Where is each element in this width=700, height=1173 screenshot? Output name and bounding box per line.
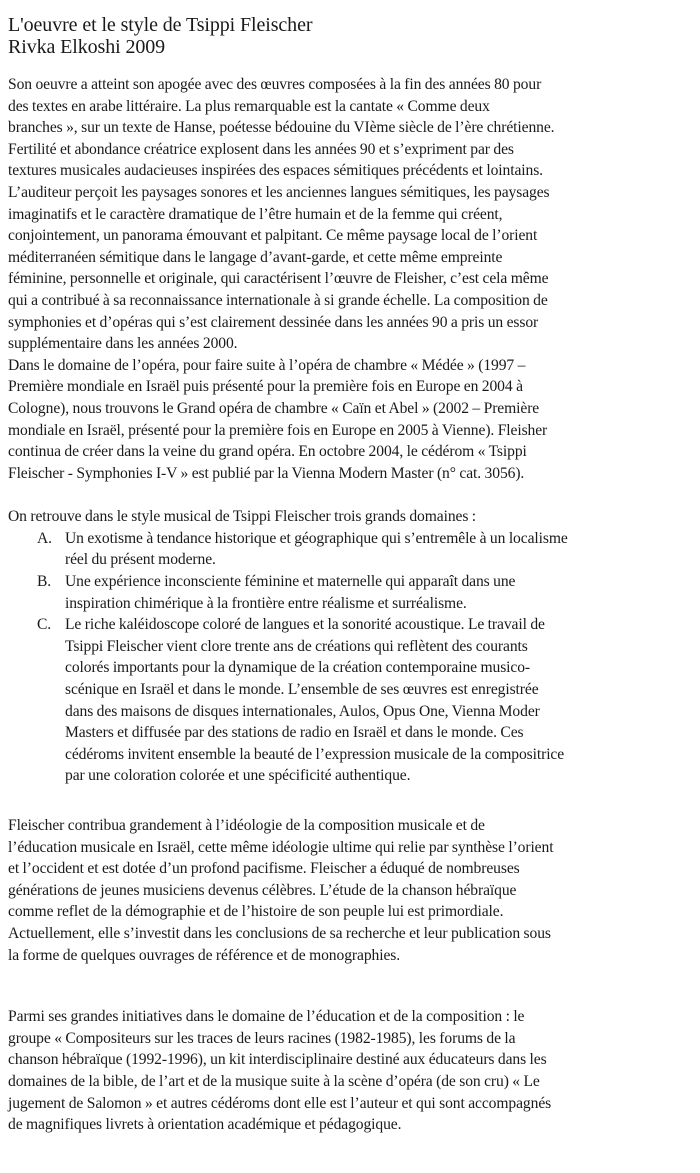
text-line: la forme de quelques ouvrages de référence et de monographies. (8, 946, 401, 964)
list-item-c (8, 614, 690, 787)
paragraph-opera (8, 355, 690, 485)
list-intro (8, 506, 690, 528)
text-line: dans des maisons de disques internationales, Aulos, Opus One, Vienna Moder (65, 702, 540, 720)
text-line: Un exotisme à tendance historique et géographique qui s’entremêle à un localisme (65, 529, 568, 547)
text-line: par une coloration colorée et une spécificité authentique. (65, 767, 411, 785)
text-line: générations de jeunes musiciens devenus célèbres. L’étude de la chanson hébraïque (8, 881, 517, 899)
text-line: de magnifiques livrets à orientation académique et pédagogique. (8, 1116, 402, 1134)
paragraph-oeuvre (8, 74, 690, 355)
text-line: textures musicales audacieuses inspirées des espaces sémitiques précédents et lointains. (8, 162, 543, 180)
text-line: scénique en Israël et dans le monde. L’ensemble de ses œuvres est enregistrée (65, 681, 539, 699)
text-line: L’auditeur perçoit les paysages sonores et les anciennes langues sémitiques, les paysages (8, 183, 550, 201)
style-domains-list (8, 528, 690, 787)
text-line: Première mondiale en Israël puis présenté pour la première fois en Europe en 2004 à (8, 378, 523, 396)
text-line: Fleischer - Symphonies I-V » est publié par la Vienna Modern Master (n° cat. 3056). (8, 464, 525, 482)
text-line: conjointement, un panorama émouvant et palpitant. Ce même paysage local de l’orient (8, 227, 538, 245)
text-line: branches », sur un texte de Hanse, poétesse bédouine du VIème siècle de l’ère chrétienne. (8, 119, 555, 137)
text-line: Son oeuvre a atteint son apogée avec des œuvres composées à la fin des années 80 pour (8, 76, 542, 93)
text-line: chanson hébraïque (1992-1996), un kit interdisciplinaire destiné aux éducateurs dans les (8, 1051, 547, 1069)
list-marker: C. (37, 616, 52, 634)
text-line: Masters et diffusée par des stations de radio en Israël et dans le monde. Ces (65, 724, 524, 742)
text-line: continua de créer dans la veine du grand opéra. En octobre 2004, le cédérom « Tsippi (8, 443, 527, 461)
text-line: des textes en arabe littéraire. La plus remarquable est la cantate « Comme deux (8, 97, 490, 115)
text-line: réel du présent moderne. (65, 551, 216, 569)
text-line: inspiration chimérique à la frontière entre réalisme et surréalisme. (65, 594, 467, 612)
text-line: groupe « Compositeurs sur les traces de leurs racines (1982-1985), les forums de la (8, 1029, 516, 1047)
title-line-main: L'oeuvre et le style de Tsippi Fleischer (8, 14, 313, 36)
text-line: Fleischer contribua grandement à l’idéologie de la composition musicale et de (8, 817, 485, 834)
text-line: Fertilité et abondance créatrice explosent dans les années 90 et s’expriment par des (8, 140, 514, 158)
text-line: jugement de Salomon » et autres cédéroms dont elle est l’auteur et qui sont accompagnés (8, 1094, 552, 1112)
paragraph-spacer (8, 787, 690, 815)
text-line: imaginatifs et le caractère dramatique de l’être humain et de la femme qui créent, (8, 205, 503, 223)
text-line: comme reflet de la démographie et de l’histoire de son peuple lui est primordiale. (8, 903, 504, 921)
text-line: Le riche kaléidoscope coloré de langues et la sonorité acoustique. Le travail de (65, 616, 545, 634)
text-line: méditerranéen sémitique dans le langage d’avant-garde, et cette même empreinte (8, 248, 503, 266)
text-line: Dans le domaine de l’opéra, pour faire suite à l’opéra de chambre « Médée » (1997 – (8, 356, 526, 374)
text-line: symphonies et d’opéras qui s’est clairement dessinée dans les années 90 a pris un essor (8, 313, 539, 331)
text-line: Parmi ses grandes initiatives dans le domaine de l’éducation et de la composition : le (8, 1008, 525, 1026)
list-item-b (8, 571, 690, 614)
text-line: qui a contribué à sa reconnaissance internationale à si grande échelle. La composition de (8, 291, 548, 309)
text-line: féminine, personnelle et originale, qui caractérisent l’œuvre de Fleisher, c’est cela même (8, 270, 549, 288)
text-line: mondiale en Israël, présenté pour la première fois en Europe en 2005 à Vienne). Fleisher (8, 421, 548, 439)
text-line: cédéroms invitent ensemble la beauté de l’expression musicale de la compositrice (65, 745, 565, 763)
text-line: On retrouve dans le style musical de Tsippi Fleischer trois grands domaines : (8, 508, 477, 526)
title-line-author: Rivka Elkoshi 2009 (8, 36, 166, 58)
paragraph-initiatives (8, 1006, 690, 1136)
text-line: Cologne), nous trouvons le Grand opéra de chambre « Caïn et Abel » (2002 – Première (8, 399, 540, 417)
text-line: colorés importants pour la dynamique de la création contemporaine musico- (65, 659, 531, 677)
document-title (8, 14, 690, 58)
text-line: Tsippi Fleischer vient clore trente ans de créations qui reflètent des courants (65, 637, 528, 655)
paragraph-spacer (8, 966, 690, 1006)
list-marker: A. (37, 529, 52, 547)
text-line: l’éducation musicale en Israël, cette même idéologie ultime qui relie par synthèse l’orient (8, 838, 554, 856)
list-item-a (8, 528, 690, 571)
text-line: et l’occident et est dotée d’un profond pacifisme. Fleischer a éduqué de nombreuses (8, 860, 520, 878)
text-line: domaines de la bible, de l’art et de la musique suite à la scène d’opéra (de son cru) « Le (8, 1072, 540, 1090)
list-marker: B. (37, 573, 52, 591)
text-line: supplémentaire dans les années 2000. (8, 335, 238, 353)
text-line: Actuellement, elle s’investit dans les conclusions de sa recherche et leur publication sous (8, 924, 551, 942)
paragraph-ideologie (8, 815, 690, 966)
text-line: Une expérience inconsciente féminine et maternelle qui apparaît dans une (65, 573, 516, 591)
paragraph-spacer (8, 484, 690, 506)
